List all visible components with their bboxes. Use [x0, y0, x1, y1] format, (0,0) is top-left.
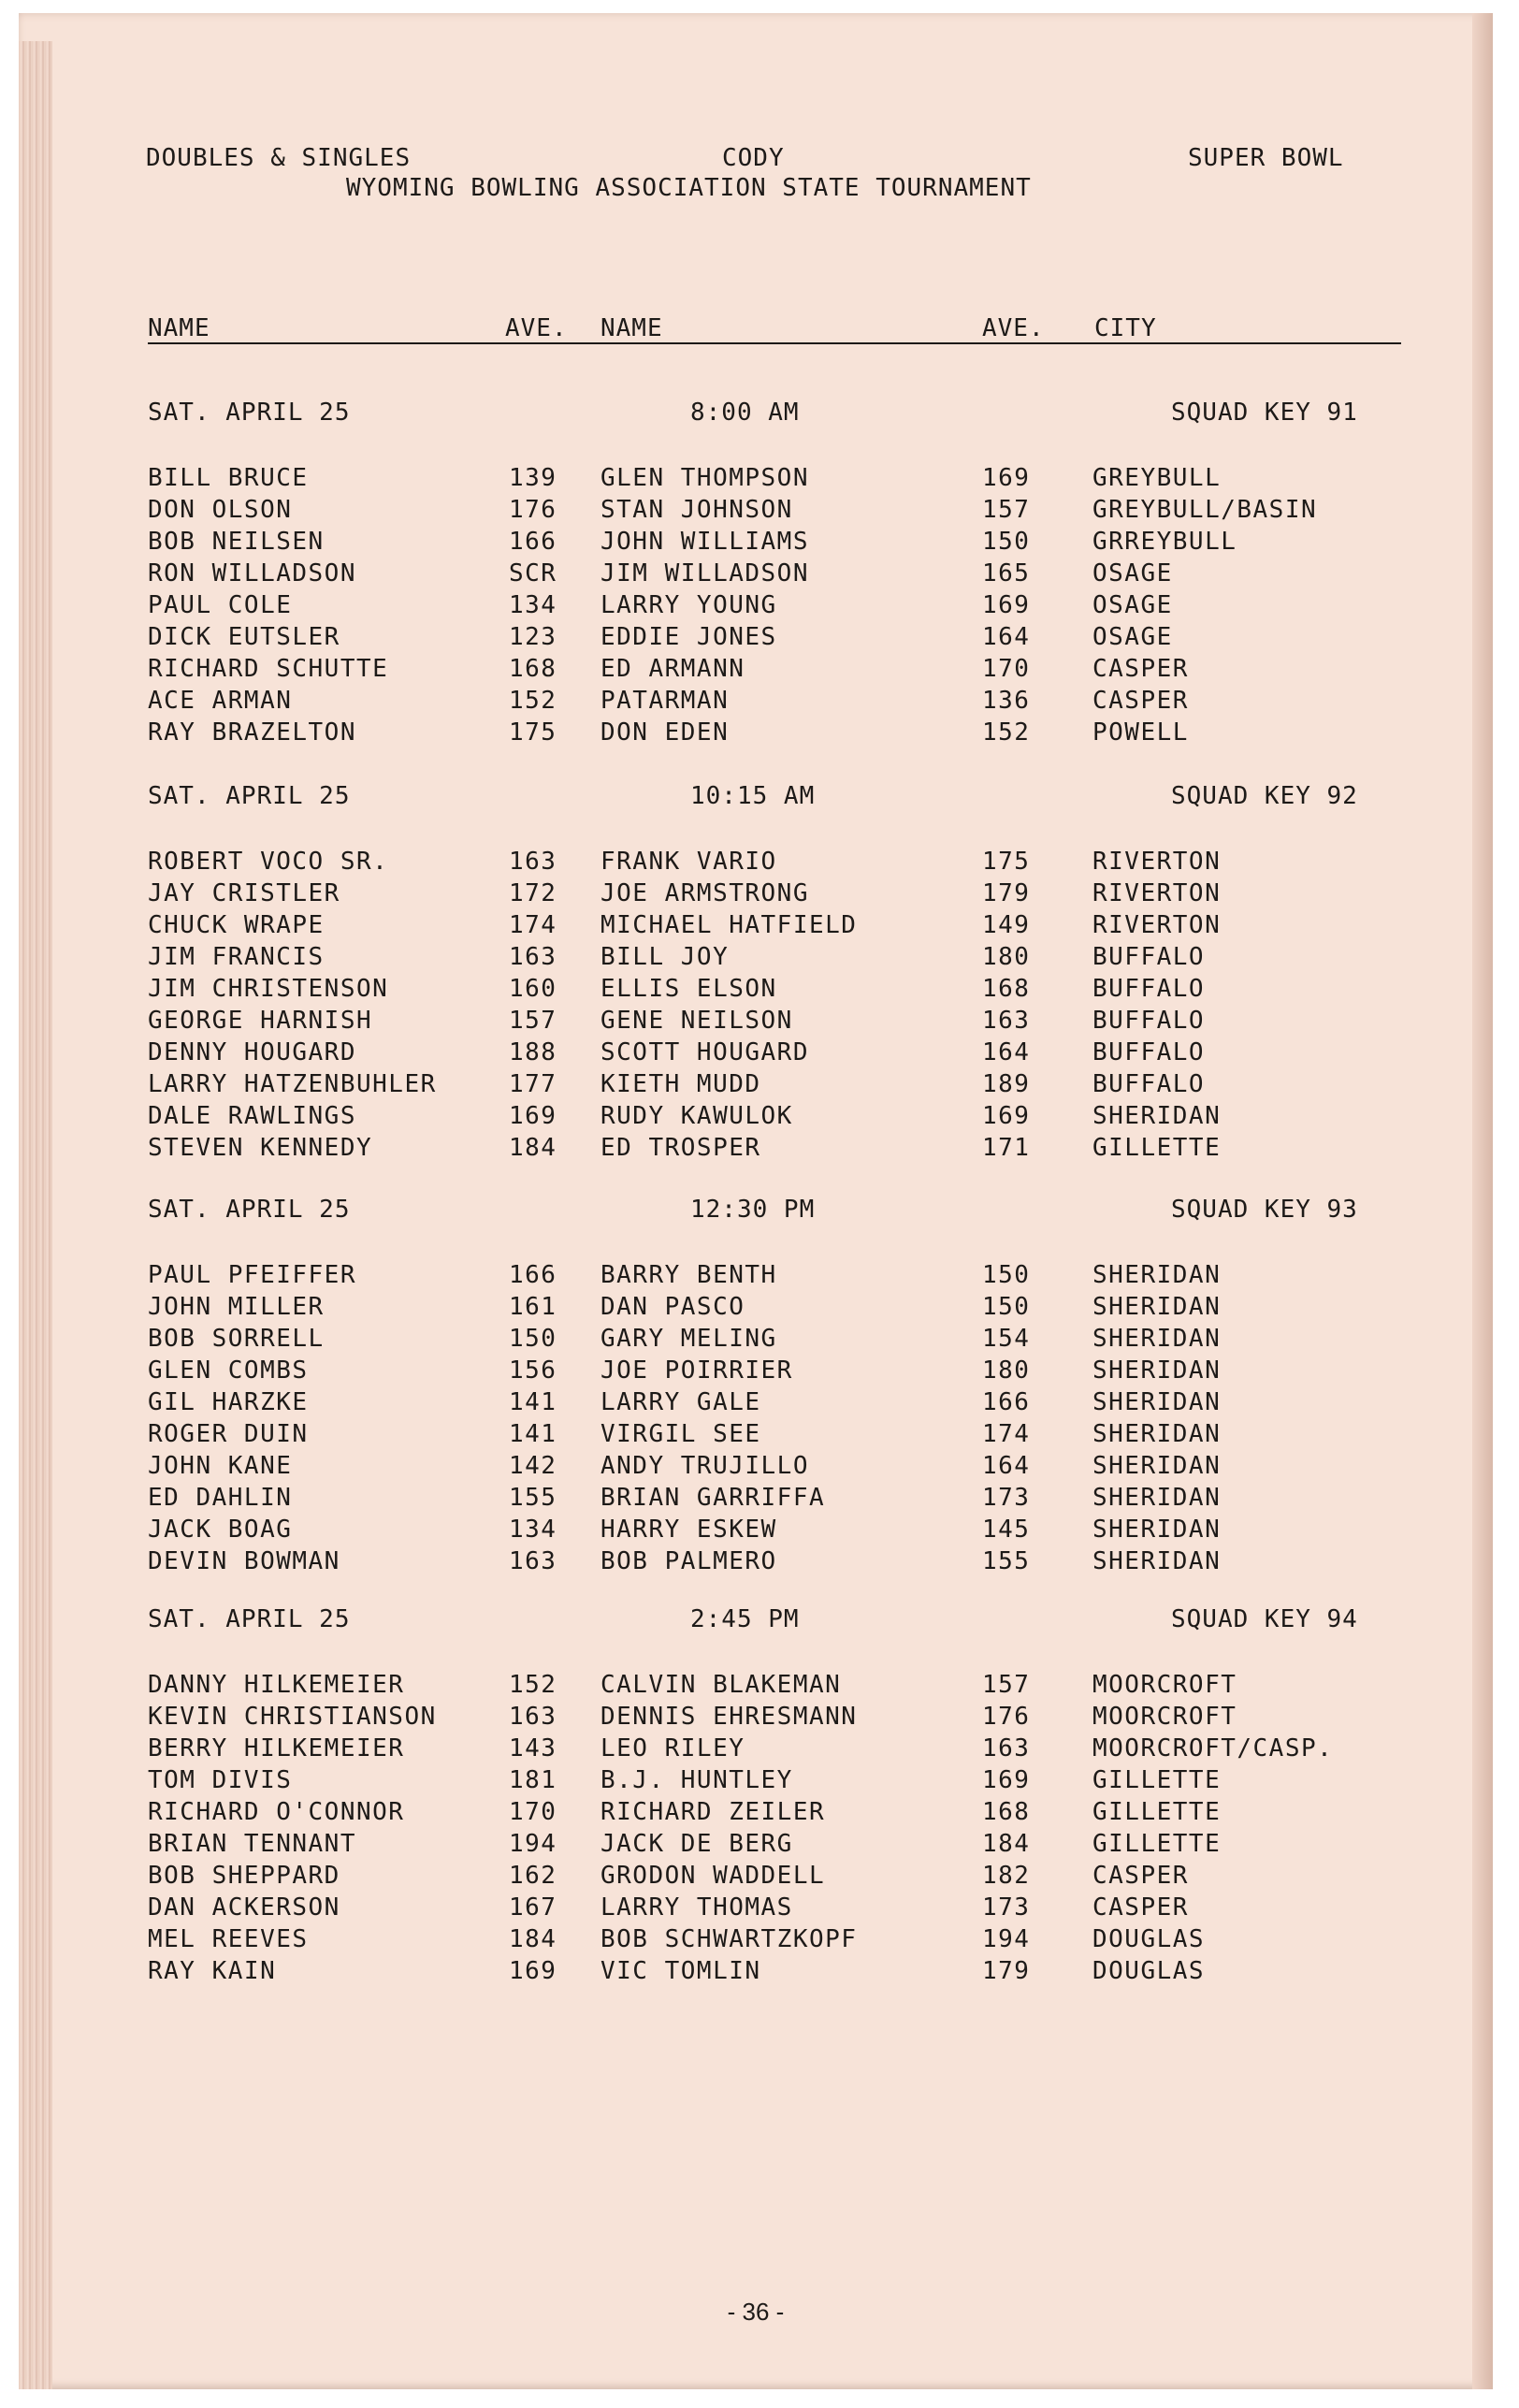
- partner-average: 189: [982, 1070, 1031, 1098]
- squad-time: 10:15 AM: [690, 782, 816, 810]
- bowler-name: PAUL PFEIFFER: [148, 1261, 356, 1289]
- bowler-name: ROBERT VOCO SR.: [148, 848, 389, 876]
- bowler-average: 166: [509, 528, 557, 556]
- partner-average: 174: [982, 1420, 1031, 1448]
- partner-average: 163: [982, 1007, 1031, 1035]
- bowler-city: BUFFALO: [1092, 1038, 1206, 1066]
- bowler-city: OSAGE: [1092, 623, 1173, 651]
- bowler-name: BERRY HILKEMEIER: [148, 1734, 405, 1762]
- table-row: [148, 655, 1410, 687]
- bowler-name: JIM FRANCIS: [148, 943, 325, 971]
- bowler-city: GREYBULL: [1092, 464, 1222, 492]
- column-head-ave: AVE.: [505, 314, 568, 342]
- bowler-name: DALE RAWLINGS: [148, 1102, 356, 1130]
- partner-name: DENNIS EHRESMANN: [600, 1703, 858, 1731]
- bowler-city: DOUGLAS: [1092, 1925, 1206, 1953]
- bowler-average: 160: [509, 975, 557, 1003]
- partner-average: 173: [982, 1484, 1031, 1512]
- partner-name: CALVIN BLAKEMAN: [600, 1671, 842, 1699]
- table-row: [148, 1830, 1410, 1862]
- table-row: [148, 623, 1410, 655]
- bowler-city: GILLETTE: [1092, 1134, 1222, 1162]
- bowler-city: CASPER: [1092, 655, 1189, 683]
- bowler-name: ROGER DUIN: [148, 1420, 309, 1448]
- bowler-name: DON OLSON: [148, 496, 293, 524]
- table-row: [148, 1325, 1410, 1356]
- table-row: [148, 848, 1410, 879]
- bowler-name: BRIAN TENNANT: [148, 1830, 356, 1858]
- bowler-name: DICK EUTSLER: [148, 623, 340, 651]
- bowler-city: CASPER: [1092, 687, 1189, 715]
- squad-section: [148, 782, 1410, 1166]
- bowler-average: 176: [509, 496, 557, 524]
- bowler-name: TOM DIVIS: [148, 1766, 293, 1794]
- bowler-average: 141: [509, 1420, 557, 1448]
- bowler-city: BUFFALO: [1092, 1007, 1206, 1035]
- table-row: [148, 1798, 1410, 1830]
- bowler-name: BOB NEILSEN: [148, 528, 325, 556]
- bowler-name: RON WILLADSON: [148, 559, 356, 587]
- bowler-name: GIL HARZKE: [148, 1388, 309, 1416]
- bowler-city: SHERIDAN: [1092, 1420, 1222, 1448]
- bowler-city: RIVERTON: [1092, 848, 1222, 876]
- column-head-name-2: NAME: [600, 314, 663, 342]
- table-row: [148, 911, 1410, 943]
- bowler-city: RIVERTON: [1092, 911, 1222, 939]
- partner-name: GARY MELING: [600, 1325, 777, 1353]
- partner-name: STAN JOHNSON: [600, 496, 793, 524]
- partner-average: 150: [982, 1261, 1031, 1289]
- table-row: [148, 1734, 1410, 1766]
- table-row: [148, 1516, 1410, 1547]
- squad-header: [148, 782, 1410, 820]
- partner-name: BILL JOY: [600, 943, 730, 971]
- bowler-average: 163: [509, 1547, 557, 1575]
- bowler-average: 142: [509, 1452, 557, 1480]
- table-row: [148, 718, 1410, 750]
- table-row: [148, 1388, 1410, 1420]
- bowler-city: BUFFALO: [1092, 975, 1206, 1003]
- table-row: [148, 1766, 1410, 1798]
- bowler-average: 184: [509, 1925, 557, 1953]
- squad-header: [148, 399, 1410, 436]
- partner-name: ELLIS ELSON: [600, 975, 777, 1003]
- squad-time: 8:00 AM: [690, 399, 800, 427]
- table-row: [148, 1547, 1410, 1579]
- partner-name: JOE ARMSTRONG: [600, 879, 809, 907]
- squad-key: SQUAD KEY 92: [1171, 782, 1358, 810]
- partner-name: BOB PALMERO: [600, 1547, 777, 1575]
- table-row: [148, 1134, 1410, 1166]
- header-subtitle: WYOMING BOWLING ASSOCIATION STATE TOURNAMENT: [346, 174, 1032, 202]
- column-head-city: CITY: [1094, 314, 1157, 342]
- table-row: [148, 1070, 1410, 1102]
- partner-average: 136: [982, 687, 1031, 715]
- bowler-name: JIM CHRISTENSON: [148, 975, 389, 1003]
- bowler-name: MEL REEVES: [148, 1925, 309, 1953]
- partner-average: 171: [982, 1134, 1031, 1162]
- bowler-city: SHERIDAN: [1092, 1356, 1222, 1385]
- bowler-name: DENNY HOUGARD: [148, 1038, 356, 1066]
- bowler-city: OSAGE: [1092, 591, 1173, 619]
- partner-name: BRIAN GARRIFFA: [600, 1484, 826, 1512]
- partner-name: BARRY BENTH: [600, 1261, 777, 1289]
- partner-name: LARRY YOUNG: [600, 591, 777, 619]
- bowler-average: 162: [509, 1862, 557, 1890]
- bowler-name: RAY BRAZELTON: [148, 718, 356, 747]
- squad-section: [148, 1605, 1410, 1989]
- squad-header: [148, 1605, 1410, 1643]
- bowler-name: PAUL COLE: [148, 591, 293, 619]
- table-row: [148, 528, 1410, 559]
- bowler-average: 152: [509, 1671, 557, 1699]
- bowler-city: DOUGLAS: [1092, 1957, 1206, 1985]
- bowler-name: BOB SORRELL: [148, 1325, 325, 1353]
- partner-average: 145: [982, 1516, 1031, 1544]
- bowler-average: 157: [509, 1007, 557, 1035]
- partner-average: 170: [982, 655, 1031, 683]
- squad-key: SQUAD KEY 93: [1171, 1196, 1358, 1224]
- table-row: [148, 1893, 1410, 1925]
- bowler-name: DEVIN BOWMAN: [148, 1547, 340, 1575]
- table-row: [148, 687, 1410, 718]
- partner-name: PATARMAN: [600, 687, 730, 715]
- page-number: - 36 -: [727, 2298, 785, 2326]
- bowler-city: CASPER: [1092, 1862, 1189, 1890]
- table-row: [148, 1671, 1410, 1703]
- bowler-name: JOHN MILLER: [148, 1293, 325, 1321]
- bowler-city: SHERIDAN: [1092, 1547, 1222, 1575]
- bowler-city: GILLETTE: [1092, 1830, 1222, 1858]
- column-head-ave-2: AVE.: [982, 314, 1045, 342]
- partner-average: 166: [982, 1388, 1031, 1416]
- table-row: [148, 1452, 1410, 1484]
- partner-name: DON EDEN: [600, 718, 730, 747]
- table-row: [148, 1102, 1410, 1134]
- bowler-name: BILL BRUCE: [148, 464, 309, 492]
- partner-average: 150: [982, 1293, 1031, 1321]
- bowler-average: 161: [509, 1293, 557, 1321]
- partner-average: 157: [982, 1671, 1031, 1699]
- partner-name: LARRY THOMAS: [600, 1893, 793, 1922]
- bowler-name: STEVEN KENNEDY: [148, 1134, 373, 1162]
- bowler-city: BUFFALO: [1092, 1070, 1206, 1098]
- partner-name: RUDY KAWULOK: [600, 1102, 793, 1130]
- partner-average: 184: [982, 1830, 1031, 1858]
- bowler-city: OSAGE: [1092, 559, 1173, 587]
- header-right: SUPER BOWL: [1188, 144, 1344, 172]
- squad-header: [148, 1196, 1410, 1233]
- bowler-name: ACE ARMAN: [148, 687, 293, 715]
- bowler-average: 156: [509, 1356, 557, 1385]
- bowler-name: JOHN KANE: [148, 1452, 293, 1480]
- partner-average: 169: [982, 1102, 1031, 1130]
- squad-time: 12:30 PM: [690, 1196, 816, 1224]
- bowler-average: 166: [509, 1261, 557, 1289]
- bowler-average: 134: [509, 591, 557, 619]
- table-row: [148, 464, 1410, 496]
- bowler-name: ED DAHLIN: [148, 1484, 293, 1512]
- partner-name: ANDY TRUJILLO: [600, 1452, 809, 1480]
- document-page: [19, 13, 1493, 2389]
- table-row: [148, 1420, 1410, 1452]
- bowler-city: RIVERTON: [1092, 879, 1222, 907]
- bowler-name: GEORGE HARNISH: [148, 1007, 373, 1035]
- bowler-average: 163: [509, 943, 557, 971]
- partner-average: 149: [982, 911, 1031, 939]
- partner-average: 168: [982, 1798, 1031, 1826]
- table-row: [148, 1261, 1410, 1293]
- bowler-average: 181: [509, 1766, 557, 1794]
- partner-name: VIRGIL SEE: [600, 1420, 761, 1448]
- bowler-name: JAY CRISTLER: [148, 879, 340, 907]
- bowler-name: RAY KAIN: [148, 1957, 277, 1985]
- bowler-average: 177: [509, 1070, 557, 1098]
- table-row: [148, 1038, 1410, 1070]
- bowler-city: GILLETTE: [1092, 1766, 1222, 1794]
- partner-average: 173: [982, 1893, 1031, 1922]
- bowler-average: 139: [509, 464, 557, 492]
- squad-section: [148, 399, 1410, 750]
- partner-average: 194: [982, 1925, 1031, 1953]
- bowler-city: GREYBULL/BASIN: [1092, 496, 1318, 524]
- bowler-average: 184: [509, 1134, 557, 1162]
- page-edge-stack: [19, 41, 52, 2389]
- partner-average: 182: [982, 1862, 1031, 1890]
- table-row: [148, 879, 1410, 911]
- partner-name: FRANK VARIO: [600, 848, 777, 876]
- partner-name: LARRY GALE: [600, 1388, 761, 1416]
- bowler-average: 188: [509, 1038, 557, 1066]
- partner-average: 152: [982, 718, 1031, 747]
- bowler-city: MOORCROFT: [1092, 1703, 1237, 1731]
- bowler-city: SHERIDAN: [1092, 1293, 1222, 1321]
- bowler-average: 172: [509, 879, 557, 907]
- partner-average: 164: [982, 623, 1031, 651]
- squad-key: SQUAD KEY 94: [1171, 1605, 1358, 1633]
- bowler-city: MOORCROFT/CASP.: [1092, 1734, 1334, 1762]
- bowler-city: SHERIDAN: [1092, 1516, 1222, 1544]
- partner-name: ED ARMANN: [600, 655, 745, 683]
- bowler-average: 141: [509, 1388, 557, 1416]
- bowler-average: 174: [509, 911, 557, 939]
- bowler-city: SHERIDAN: [1092, 1452, 1222, 1480]
- squad-date: SAT. APRIL 25: [148, 782, 351, 810]
- partner-name: JACK DE BERG: [600, 1830, 793, 1858]
- table-row: [148, 559, 1410, 591]
- partner-name: ED TROSPER: [600, 1134, 761, 1162]
- table-row: [148, 943, 1410, 975]
- partner-name: GRODON WADDELL: [600, 1862, 826, 1890]
- bowler-average: 143: [509, 1734, 557, 1762]
- bowler-name: LARRY HATZENBUHLER: [148, 1070, 437, 1098]
- partner-average: 157: [982, 496, 1031, 524]
- table-row: [148, 1356, 1410, 1388]
- partner-name: HARRY ESKEW: [600, 1516, 777, 1544]
- bowler-name: DAN ACKERSON: [148, 1893, 340, 1922]
- squad-date: SAT. APRIL 25: [148, 399, 351, 427]
- partner-name: JOE POIRRIER: [600, 1356, 793, 1385]
- table-row: [148, 591, 1410, 623]
- squad-section: [148, 1196, 1410, 1579]
- bowler-average: 175: [509, 718, 557, 747]
- partner-name: JOHN WILLIAMS: [600, 528, 809, 556]
- bowler-city: GRREYBULL: [1092, 528, 1237, 556]
- bowler-name: CHUCK WRAPE: [148, 911, 325, 939]
- partner-average: 169: [982, 1766, 1031, 1794]
- bowler-city: MOORCROFT: [1092, 1671, 1237, 1699]
- partner-name: RICHARD ZEILER: [600, 1798, 826, 1826]
- squad-date: SAT. APRIL 25: [148, 1605, 351, 1633]
- header-center: CODY: [722, 144, 785, 172]
- header-left: DOUBLES & SINGLES: [146, 144, 412, 172]
- partner-name: VIC TOMLIN: [600, 1957, 761, 1985]
- bowler-average: 194: [509, 1830, 557, 1858]
- bowler-city: SHERIDAN: [1092, 1261, 1222, 1289]
- table-row: [148, 1703, 1410, 1734]
- bowler-average: 123: [509, 623, 557, 651]
- bowler-average: 150: [509, 1325, 557, 1353]
- bowler-city: BUFFALO: [1092, 943, 1206, 971]
- bowler-name: BOB SHEPPARD: [148, 1862, 340, 1890]
- table-row: [148, 1484, 1410, 1516]
- bowler-city: SHERIDAN: [1092, 1325, 1222, 1353]
- squad-date: SAT. APRIL 25: [148, 1196, 351, 1224]
- partner-average: 180: [982, 1356, 1031, 1385]
- partner-name: B.J. HUNTLEY: [600, 1766, 793, 1794]
- bowler-average: 167: [509, 1893, 557, 1922]
- header-rule: [148, 342, 1401, 344]
- table-row: [148, 1925, 1410, 1957]
- partner-name: KIETH MUDD: [600, 1070, 761, 1098]
- bowler-city: SHERIDAN: [1092, 1388, 1222, 1416]
- bowler-name: JACK BOAG: [148, 1516, 293, 1544]
- bowler-city: GILLETTE: [1092, 1798, 1222, 1826]
- bowler-average: SCR: [509, 559, 557, 587]
- page-edge-right: [1472, 13, 1493, 2389]
- bowler-city: SHERIDAN: [1092, 1484, 1222, 1512]
- bowler-name: RICHARD SCHUTTE: [148, 655, 389, 683]
- table-row: [148, 496, 1410, 528]
- squad-time: 2:45 PM: [690, 1605, 800, 1633]
- partner-name: BOB SCHWARTZKOPF: [600, 1925, 858, 1953]
- partner-average: 169: [982, 591, 1031, 619]
- partner-average: 163: [982, 1734, 1031, 1762]
- table-row: [148, 1862, 1410, 1893]
- bowler-average: 168: [509, 655, 557, 683]
- bowler-average: 170: [509, 1798, 557, 1826]
- partner-average: 176: [982, 1703, 1031, 1731]
- bowler-name: DANNY HILKEMEIER: [148, 1671, 405, 1699]
- bowler-average: 152: [509, 687, 557, 715]
- column-head-name: NAME: [148, 314, 210, 342]
- table-row: [148, 1957, 1410, 1989]
- partner-average: 150: [982, 528, 1031, 556]
- partner-average: 155: [982, 1547, 1031, 1575]
- bowler-name: RICHARD O'CONNOR: [148, 1798, 405, 1826]
- table-row: [148, 1293, 1410, 1325]
- partner-average: 175: [982, 848, 1031, 876]
- squad-key: SQUAD KEY 91: [1171, 399, 1358, 427]
- partner-average: 179: [982, 879, 1031, 907]
- bowler-average: 155: [509, 1484, 557, 1512]
- bowler-average: 134: [509, 1516, 557, 1544]
- bowler-name: GLEN COMBS: [148, 1356, 309, 1385]
- partner-average: 154: [982, 1325, 1031, 1353]
- bowler-city: POWELL: [1092, 718, 1189, 747]
- partner-name: MICHAEL HATFIELD: [600, 911, 858, 939]
- partner-name: GLEN THOMPSON: [600, 464, 809, 492]
- bowler-city: CASPER: [1092, 1893, 1189, 1922]
- partner-average: 180: [982, 943, 1031, 971]
- table-row: [148, 975, 1410, 1007]
- partner-name: DAN PASCO: [600, 1293, 745, 1321]
- partner-average: 165: [982, 559, 1031, 587]
- partner-average: 164: [982, 1038, 1031, 1066]
- table-row: [148, 1007, 1410, 1038]
- partner-name: SCOTT HOUGARD: [600, 1038, 809, 1066]
- partner-name: GENE NEILSON: [600, 1007, 793, 1035]
- bowler-average: 163: [509, 1703, 557, 1731]
- partner-average: 169: [982, 464, 1031, 492]
- partner-name: LEO RILEY: [600, 1734, 745, 1762]
- bowler-name: KEVIN CHRISTIANSON: [148, 1703, 437, 1731]
- partner-name: EDDIE JONES: [600, 623, 777, 651]
- bowler-average: 163: [509, 848, 557, 876]
- partner-average: 179: [982, 1957, 1031, 1985]
- partner-average: 164: [982, 1452, 1031, 1480]
- bowler-average: 169: [509, 1957, 557, 1985]
- partner-name: JIM WILLADSON: [600, 559, 809, 587]
- partner-average: 168: [982, 975, 1031, 1003]
- bowler-city: SHERIDAN: [1092, 1102, 1222, 1130]
- bowler-average: 169: [509, 1102, 557, 1130]
